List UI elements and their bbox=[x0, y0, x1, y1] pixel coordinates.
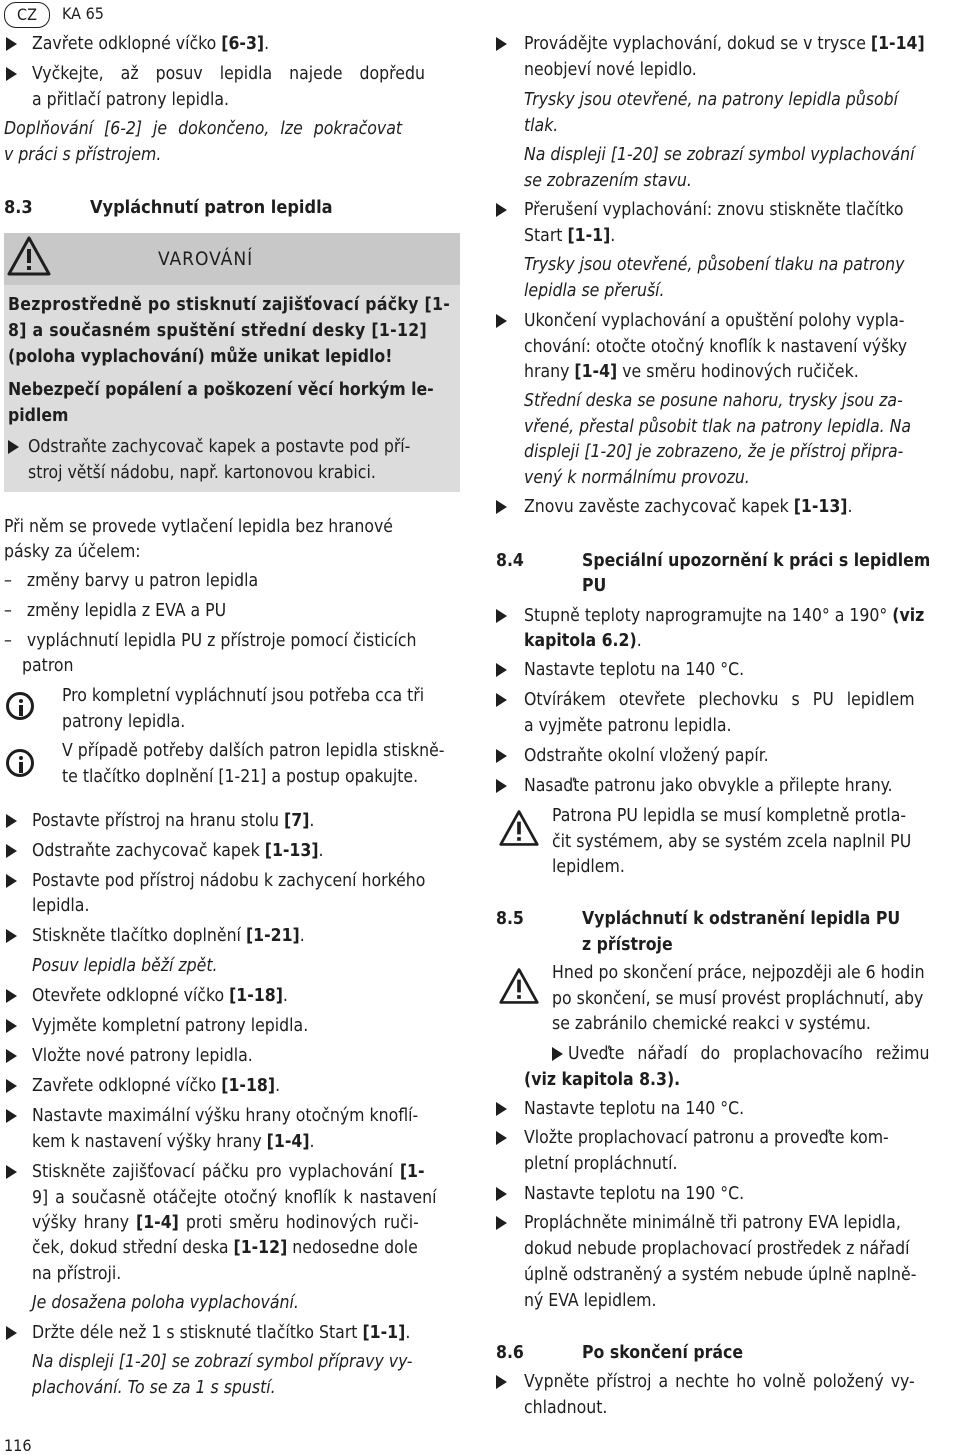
bullet-arrow-icon bbox=[6, 67, 17, 81]
result-text: Na displeji [1-20] se zobrazí symbol přípravy vy- bbox=[32, 1352, 413, 1372]
bullet-arrow-icon bbox=[6, 1326, 17, 1340]
step-text: kapitola 6.2). bbox=[524, 631, 642, 651]
bullet-arrow-icon bbox=[496, 1102, 507, 1116]
step-text: Nasaďte patronu jako obvykle a přilepte hrany. bbox=[524, 776, 893, 796]
language-badge: CZ bbox=[4, 2, 50, 28]
bullet-arrow-icon bbox=[6, 37, 17, 51]
bullet-arrow-icon bbox=[6, 1165, 17, 1179]
step-text: výšky hrany [1-4] proti směru hodinových ruči- bbox=[32, 1213, 419, 1233]
step-text: hrany [1-4] ve směru hodinových ručiček. bbox=[524, 362, 859, 382]
warning-text: (viz kapitola 8.3). bbox=[524, 1070, 681, 1090]
bullet-arrow-icon bbox=[496, 314, 507, 328]
warning-text: čit systémem, aby se systém zcela naplnil PU bbox=[552, 832, 912, 852]
dash-item: – změny barvy u patron lepidla bbox=[4, 571, 259, 591]
step-text: Postavte přístroj na hranu stolu [7]. bbox=[32, 811, 315, 831]
result-text: v práci s přístrojem. bbox=[4, 145, 162, 165]
step-text: dokud nebude proplachovací prostředek z nářadí bbox=[524, 1239, 910, 1259]
step-text: Stupně teploty naprogramujte na 140° a 190° (viz bbox=[524, 606, 925, 626]
step-text: Zavřete odklopné víčko [6-3]. bbox=[32, 34, 270, 54]
bullet-arrow-icon bbox=[8, 440, 19, 454]
result-text: plachování. To se za 1 s spustí. bbox=[32, 1378, 276, 1398]
step-text: Propláchněte minimálně tři patrony EVA lepidla, bbox=[524, 1213, 901, 1233]
warning-title: VAROVÁNÍ bbox=[158, 248, 254, 270]
info-icon bbox=[6, 749, 34, 777]
step-text: pletní propláchnutí. bbox=[524, 1154, 678, 1174]
info-text: te tlačítko doplnění [1-21] a postup opakujte. bbox=[62, 767, 419, 787]
warning-text: Odstraňte zachycovač kapek a postavte pod pří- bbox=[28, 437, 411, 457]
bullet-arrow-icon bbox=[496, 37, 507, 51]
warning-text: Bezprostředně po stisknutí zajišťovací páčky [1- bbox=[8, 295, 451, 315]
warning-triangle-icon bbox=[498, 808, 540, 848]
result-text: lepidla se přeruší. bbox=[524, 281, 665, 301]
result-text: Trysky jsou otevřené, působení tlaku na patrony bbox=[524, 255, 905, 275]
warning-text: (poloha vyplachování) může unikat lepidlo! bbox=[8, 347, 393, 367]
step-text: Vložte proplachovací patronu a proveďte kom- bbox=[524, 1128, 889, 1148]
step-text: Znovu zavěste zachycovač kapek [1-13]. bbox=[524, 497, 853, 517]
section-number: 8.4 bbox=[496, 551, 524, 571]
warning-text: Hned po skončení práce, nejpozději ale 6 hodin bbox=[552, 963, 925, 983]
bullet-arrow-icon bbox=[496, 693, 507, 707]
warning-text: pidlem bbox=[8, 406, 69, 426]
step-text: chladnout. bbox=[524, 1398, 608, 1418]
bullet-arrow-icon bbox=[6, 874, 17, 888]
bullet-arrow-icon bbox=[496, 1131, 507, 1145]
step-text: Vyčkejte, až posuv lepidla najede dopředu bbox=[32, 64, 425, 84]
section-title: Speciální upozornění k práci s lepidlem bbox=[582, 551, 931, 571]
result-text: Střední deska se posune nahoru, trysky jsou za- bbox=[524, 391, 903, 411]
bullet-arrow-icon bbox=[552, 1047, 563, 1061]
bullet-arrow-icon bbox=[6, 844, 17, 858]
bullet-arrow-icon bbox=[6, 814, 17, 828]
bullet-arrow-icon bbox=[496, 1187, 507, 1201]
result-text: Na displeji [1-20] se zobrazí symbol vyplachování bbox=[524, 145, 915, 165]
step-text: Otvírákem otevřete plechovku s PU lepidlem bbox=[524, 690, 915, 710]
model-label: KA 65 bbox=[62, 4, 104, 23]
bullet-arrow-icon bbox=[496, 1216, 507, 1230]
step-text: a přitlačí patrony lepidla. bbox=[32, 90, 229, 110]
step-text: Vložte nové patrony lepidla. bbox=[32, 1046, 253, 1066]
result-text: displeji [1-20] je zobrazeno, že je přístroj připra- bbox=[524, 442, 904, 462]
section-title: z přístroje bbox=[582, 935, 673, 955]
result-text: Doplňování [6-2] je dokončeno, lze pokračovat bbox=[4, 119, 403, 139]
step-text: Zavřete odklopné víčko [1-18]. bbox=[32, 1076, 281, 1096]
section-number: 8.6 bbox=[496, 1343, 524, 1363]
step-text: neobjeví nové lepidlo. bbox=[524, 60, 697, 80]
result-text: se zobrazením stavu. bbox=[524, 171, 692, 191]
bullet-arrow-icon bbox=[496, 609, 507, 623]
step-text: Vyjměte kompletní patrony lepidla. bbox=[32, 1016, 309, 1036]
info-text: Pro kompletní vypláchnutí jsou potřeba cca tři bbox=[62, 686, 425, 706]
result-text: Trysky jsou otevřené, na patrony lepidla působí bbox=[524, 90, 898, 110]
section-title: Po skončení práce bbox=[582, 1343, 743, 1363]
step-text: kem k nastavení výšky hrany [1-4]. bbox=[32, 1132, 315, 1152]
warning-text: po skončení, se musí provést propláchnutí, aby bbox=[552, 989, 924, 1009]
warning-text: lepidlem. bbox=[552, 857, 625, 877]
warning-text: stroj větší nádobu, např. kartonovou krabici. bbox=[28, 463, 376, 483]
dash-item: – vypláchnutí lepidla PU z přístroje pomocí čisticích bbox=[4, 631, 417, 651]
paragraph: Při něm se provede vytlačení lepidla bez hranové bbox=[4, 517, 393, 537]
section-title: PU bbox=[582, 576, 607, 596]
bullet-arrow-icon bbox=[496, 749, 507, 763]
step-text: Postavte pod přístroj nádobu k zachycení horkého bbox=[32, 871, 426, 891]
step-text: lepidla. bbox=[32, 896, 90, 916]
warning-text: Patrona PU lepidla se musí kompletně protla- bbox=[552, 806, 907, 826]
bullet-arrow-icon bbox=[496, 779, 507, 793]
page-number: 116 bbox=[4, 1436, 32, 1455]
step-text: ček, dokud střední deska [1-12] nedosedne dole bbox=[32, 1238, 418, 1258]
paragraph: pásky za účelem: bbox=[4, 542, 141, 562]
bullet-arrow-icon bbox=[496, 500, 507, 514]
section-title: Vypláchnutí k odstranění lepidla PU bbox=[582, 909, 901, 929]
warning-text: 8] a současném spuštění střední desky [1-12] bbox=[8, 321, 427, 341]
step-text: Odstraňte okolní vložený papír. bbox=[524, 746, 769, 766]
result-text: Posuv lepidla běží zpět. bbox=[32, 956, 218, 976]
step-text: Otevřete odklopné víčko [1-18]. bbox=[32, 986, 288, 1006]
warning-triangle-icon bbox=[6, 235, 52, 277]
step-text: Držte déle než 1 s stisknuté tlačítko Start [1-1]. bbox=[32, 1323, 411, 1343]
bullet-arrow-icon bbox=[6, 929, 17, 943]
step-text: Nastavte teplotu na 140 °C. bbox=[524, 1099, 745, 1119]
bullet-arrow-icon bbox=[6, 989, 17, 1003]
info-text: patrony lepidla. bbox=[62, 712, 186, 732]
result-text: Je dosažena poloha vyplachování. bbox=[32, 1293, 299, 1313]
step-text: Stiskněte zajišťovací páčku pro vyplachování [1- bbox=[32, 1162, 425, 1182]
bullet-arrow-icon bbox=[496, 1375, 507, 1389]
result-text: vřené, přestal působit tlak na patrony lepidla. Na bbox=[524, 417, 912, 437]
result-text: tlak. bbox=[524, 116, 559, 136]
section-number: 8.5 bbox=[496, 909, 524, 929]
bullet-arrow-icon bbox=[496, 203, 507, 217]
section-number: 8.3 bbox=[4, 197, 33, 218]
dash-item: – změny lepidla z EVA a PU bbox=[4, 601, 227, 621]
bullet-arrow-icon bbox=[6, 1109, 17, 1123]
step-text: 9] a současně otáčejte otočný knoflík k nastavení bbox=[32, 1188, 437, 1208]
step-text: Nastavte teplotu na 140 °C. bbox=[524, 660, 745, 680]
bullet-arrow-icon bbox=[6, 1019, 17, 1033]
info-icon bbox=[6, 692, 34, 720]
bullet-arrow-icon bbox=[496, 663, 507, 677]
info-text: V případě potřeby dalších patron lepidla stiskně- bbox=[62, 741, 445, 761]
step-text: Provádějte vyplachování, dokud se v trysce [1-14] bbox=[524, 34, 925, 54]
step-text: ný EVA lepidlem. bbox=[524, 1291, 657, 1311]
step-text: Ukončení vyplachování a opuštění polohy vypla- bbox=[524, 311, 905, 331]
step-text: Start [1-1]. bbox=[524, 226, 616, 246]
step-text: Nastavte maximální výšku hrany otočným knoflí- bbox=[32, 1106, 419, 1126]
warning-text: Nebezpečí popálení a poškození věcí horkým le- bbox=[8, 380, 434, 400]
section-title: Vypláchnutí patron lepidla bbox=[90, 197, 333, 218]
warning-text: Uveďte nářadí do proplachovacího režimu bbox=[568, 1044, 930, 1064]
step-text: Odstraňte zachycovač kapek [1-13]. bbox=[32, 841, 324, 861]
step-text: Nastavte teplotu na 190 °C. bbox=[524, 1184, 745, 1204]
step-text: chování: otočte otočný knoflík k nastavení výšky bbox=[524, 337, 908, 357]
step-text: Vypněte přístroj a nechte ho volně položený vy- bbox=[524, 1372, 915, 1392]
step-text: a vyjměte patronu lepidla. bbox=[524, 716, 732, 736]
step-text: Stiskněte tlačítko doplnění [1-21]. bbox=[32, 926, 305, 946]
result-text: vený k normálnímu provozu. bbox=[524, 468, 750, 488]
step-text: na přístroji. bbox=[32, 1264, 122, 1284]
warning-triangle-icon bbox=[498, 966, 540, 1006]
step-text: Přerušení vyplachování: znovu stiskněte tlačítko bbox=[524, 200, 904, 220]
dash-item: patron bbox=[22, 656, 74, 676]
bullet-arrow-icon bbox=[6, 1049, 17, 1063]
bullet-arrow-icon bbox=[6, 1079, 17, 1093]
warning-text: se zabránilo chemické reakci v systému. bbox=[552, 1014, 871, 1034]
step-text: úplně odstraněný a systém nebude úplně naplně- bbox=[524, 1265, 917, 1285]
